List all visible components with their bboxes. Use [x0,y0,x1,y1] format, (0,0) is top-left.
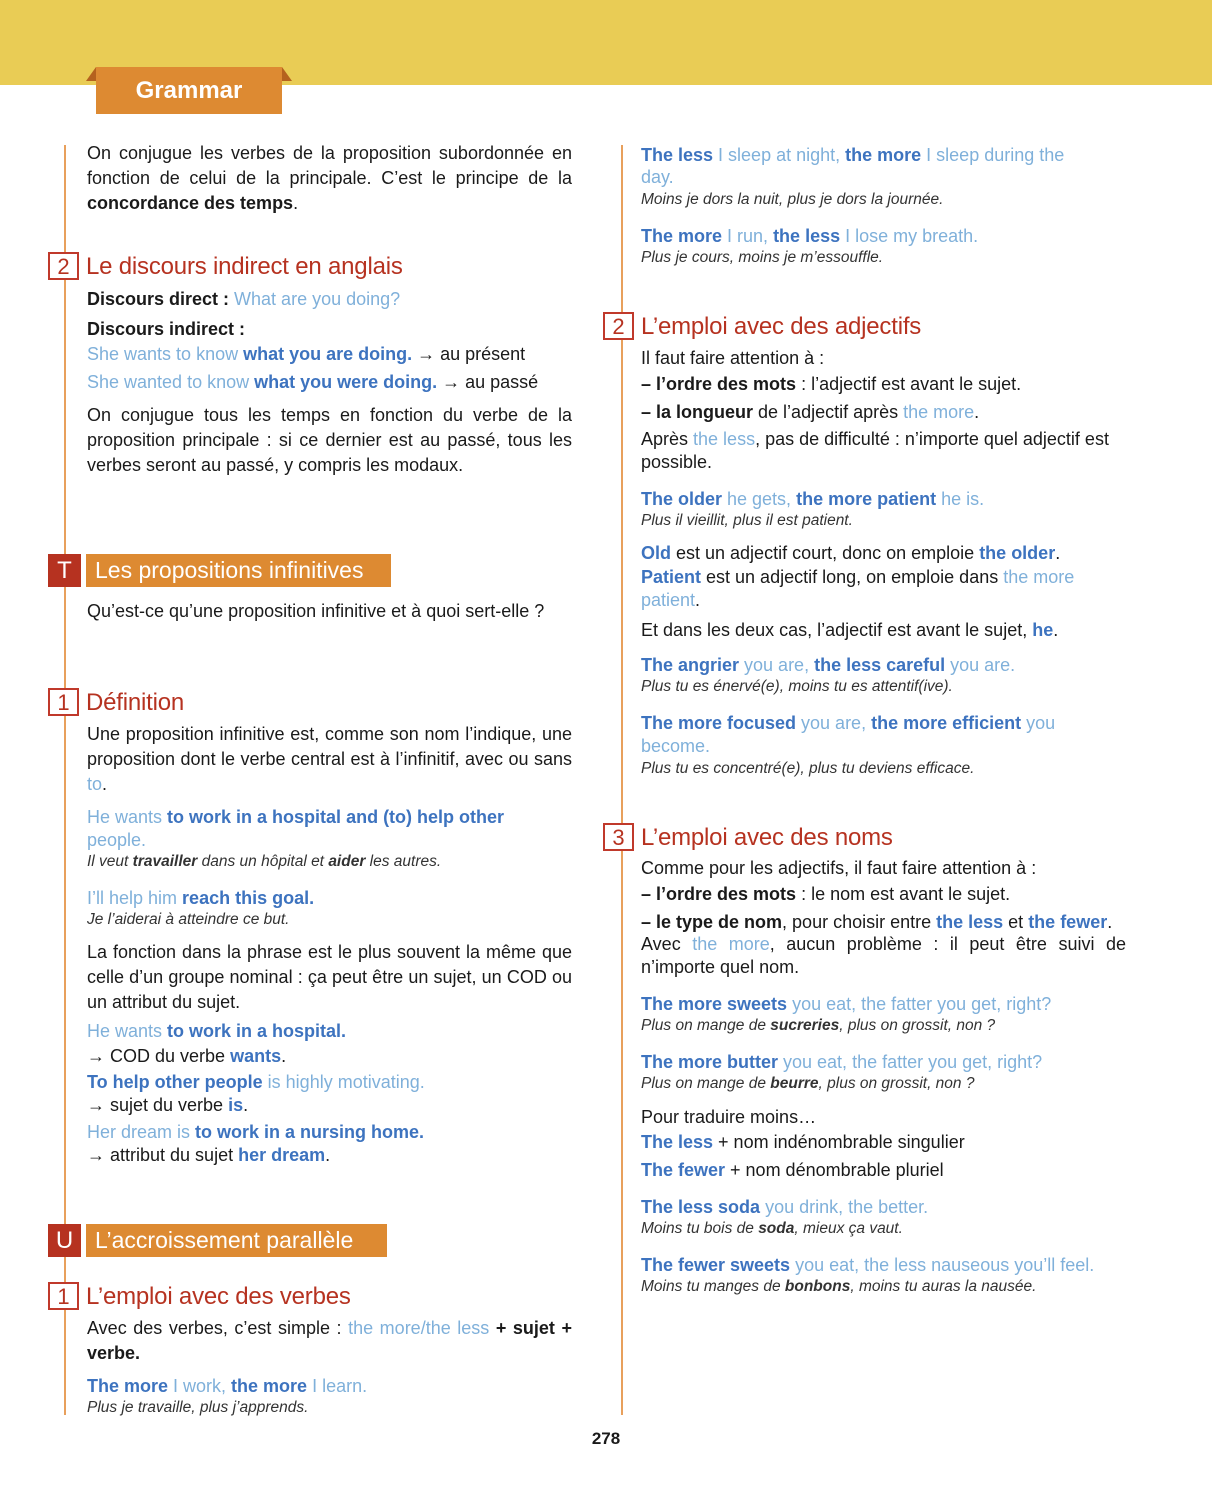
nouns-rule-more: Avec the more, aucun problème : il peut être suivi de n’importe quel nom. [641,934,1126,977]
section-number: 3 [603,823,634,851]
section-verbs-header [48,1282,351,1310]
definition-example-1: He wants to work in a hospital and (to) help other people. [87,807,505,850]
nouns-rule-order: – l’ordre des mots : le nom est avant le sujet. [641,884,1011,904]
adjectives-example-1-translation: Plus il vieillit, plus il est patient. [641,512,853,529]
nouns-intro: Comme pour les adjectifs, il faut faire attention à : [641,858,1037,878]
nouns-example-3-translation: Moins tu bois de soda, mieux ça vaut. [641,1220,903,1237]
tab-fold-right [282,67,292,81]
nouns-less-intro: Pour traduire moins… [641,1107,817,1127]
nouns-rule-type: – le type de nom, pour choisir entre the less et the fewer. [641,912,1113,932]
adjectives-note-both: Et dans les deux cas, l’adjectif est avant le sujet, he. [641,620,1059,640]
nouns-example-3: The less soda you drink, the better. [641,1197,929,1217]
nouns-example-4: The fewer sweets you eat, the less nauseous you’ll feel. [641,1255,1095,1275]
chapter-title-bar-U: L’accroissement parallèle [86,1224,387,1257]
adjectives-rule-order: – l’ordre des mots : l’adjectif est avant le sujet. [641,374,1022,394]
nouns-example-4-translation: Moins tu manges de bonbons, moins tu auras la nausée. [641,1278,1037,1295]
section-number: 1 [48,688,79,716]
section-number: 2 [48,252,79,280]
adjectives-note-patient: Patient est un adjectif long, on emploie dans the more patient. [641,567,1075,610]
function-paragraph: La fonction dans la phrase est le plus souvent la même que celle d’un groupe nominal : ça peut être un sujet, un COD ou un attribut du sujet. [87,942,572,1012]
chapter-letter-T: T [48,554,81,587]
indirect-example-past: She wanted to know what you were doing. → au passé [87,372,539,392]
direct-speech-line: Discours direct : What are you doing? [87,289,401,309]
chapter-letter-U: U [48,1224,81,1257]
definition-example-2: I’ll help him reach this goal. [87,888,315,908]
tense-agreement-paragraph: On conjugue tous les temps en fonction du verbe de la proposition principale : si ce dernier est au passé, tous les verbes seront au passé, y compris les modaux. [87,405,572,475]
nouns-example-2-translation: Plus on mange de beurre, plus on grossit, non ? [641,1075,975,1092]
function-example-cod-note: → COD du verbe wants. [87,1046,287,1066]
nouns-fewer-rule: The fewer + nom dénombrable pluriel [641,1160,944,1180]
adjectives-rule-length: – la longueur de l’adjectif après the more. [641,402,980,422]
definition-paragraph: Une proposition infinitive est, comme son nom l’indique, une proposition dont le verbe central est à l’infinitif, avec ou sans to. [87,724,572,794]
intro-paragraph: On conjugue les verbes de la proposition subordonnée en fonction de celui de la principale. C’est le principe de la concordance des temps. [87,143,572,213]
grammar-tab: Grammar [96,67,282,114]
function-example-attribute-note: → attribut du sujet her dream. [87,1145,331,1165]
adjectives-example-2-translation: Plus tu es énervé(e), moins tu es attentif(ive). [641,678,953,695]
definition-example-2-translation: Je l’aiderai à atteindre ce but. [87,911,290,928]
nouns-example-1: The more sweets you eat, the fatter you get, right? [641,994,1052,1014]
nouns-example-2: The more butter you eat, the fatter you get, right? [641,1052,1043,1072]
section-title: L’emploi avec des adjectifs [641,312,922,340]
adjectives-example-3-translation: Plus tu es concentré(e), plus tu deviens efficace. [641,760,975,777]
section-number: 1 [48,1282,79,1310]
section-nouns-header [603,823,893,851]
section-title: Le discours indirect en anglais [86,252,403,280]
verbs-paragraph: Avec des verbes, c’est simple : the more/the less + sujet + verbe. [87,1318,572,1363]
section-adjectives-header [603,312,921,340]
verbs-example-more-less: The more I run, the less I lose my breath. [641,226,979,246]
adjectives-note-old: Old est un adjectif court, donc on emploie the older. [641,543,1061,563]
adjectives-rule-less: Après the less, pas de difficulté : n’importe quel adjectif est possible. [641,429,1109,472]
verbs-example-less-more: The less I sleep at night, the more I sleep during the day. [641,145,1065,187]
indirect-example-present: She wants to know what you are doing. → au présent [87,344,526,364]
section-definition-header [48,688,184,716]
function-example-subject: To help other people is highly motivating. [87,1072,425,1092]
function-example-subject-note: → sujet du verbe is. [87,1095,249,1115]
page-number: 278 [591,1429,621,1448]
section-title: Définition [86,688,185,716]
chapter-title-bar-T: Les propositions infinitives [86,554,391,587]
tab-fold-left [86,67,96,81]
verbs-example-less-more-translation: Moins je dors la nuit, plus je dors la journée. [641,191,944,208]
function-example-cod: He wants to work in a hospital. [87,1021,347,1041]
section-indirect-speech-header [48,252,403,280]
nouns-less-rule: The less + nom indénombrable singulier [641,1132,965,1152]
adjectives-intro: Il faut faire attention à : [641,348,825,368]
nouns-example-1-translation: Plus on mange de sucreries, plus on grossit, non ? [641,1017,996,1034]
section-title: L’emploi avec des verbes [86,1282,351,1310]
adjectives-example-3: The more focused you are, the more efficient you become. [641,713,1056,756]
verbs-example-translation: Plus je travaille, plus j’apprends. [87,1399,309,1416]
section-number: 2 [603,312,634,340]
section-title: L’emploi avec des noms [641,823,893,851]
verbs-example-more-less-translation: Plus je cours, moins je m’essouffle. [641,249,884,266]
definition-example-1-translation: Il veut travailler dans un hôpital et aider les autres. [87,853,442,870]
indirect-speech-label: Discours indirect : [87,319,246,339]
infinitive-question: Qu’est-ce qu’une proposition infinitive et à quoi sert-elle ? [87,601,545,621]
function-example-attribute: Her dream is to work in a nursing home. [87,1122,425,1142]
adjectives-example-1: The older he gets, the more patient he is. [641,489,985,509]
verbs-example: The more I work, the more I learn. [87,1376,368,1396]
adjectives-example-2: The angrier you are, the less careful you are. [641,655,1016,675]
